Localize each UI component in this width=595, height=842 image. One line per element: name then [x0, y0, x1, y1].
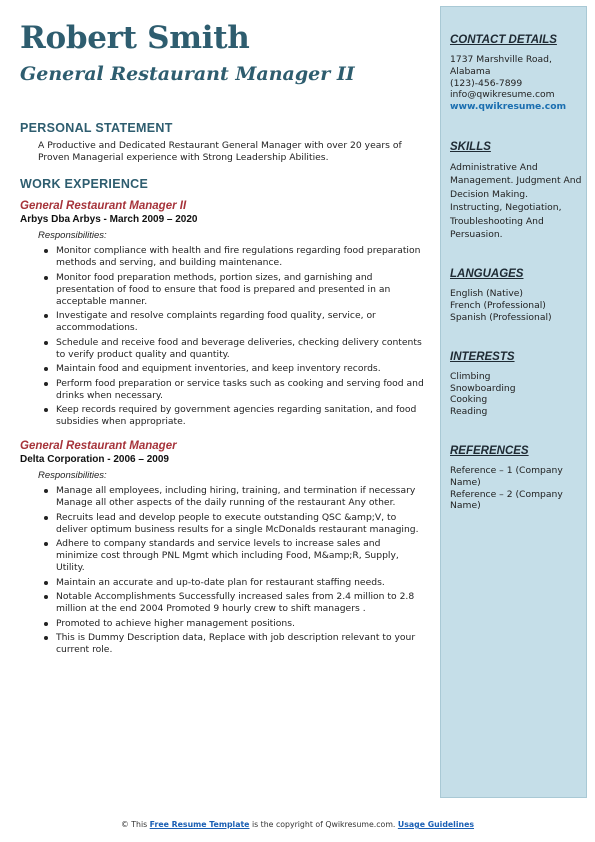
personal-statement-section: [20, 121, 425, 164]
job-title: General Restaurant Manager: [20, 440, 177, 452]
job-company: Delta Corporation - 2006 – 2009: [20, 454, 169, 465]
list-item: Manage all employees, including hiring, training, and termination if necessary Manage all other aspects of the daily running of the restaurant Any other.: [56, 485, 425, 509]
job-company: Arbys Dba Arbys - March 2009 – 2020: [20, 214, 198, 225]
address-line: Alabama: [450, 65, 491, 77]
responsibilities-list: [56, 485, 425, 656]
website-link[interactable]: www.qwikresume.com: [450, 101, 567, 113]
list-item: Perform food preparation or service tasks such as cooking and serving food and drinks when necessary.: [56, 377, 424, 401]
list-item: Promoted to achieve higher management positions.: [56, 618, 425, 630]
list-item: Investigate and resolve complaints regarding food quality, service, or accommodations.: [56, 310, 425, 334]
address-line: 1737 Marshville Road,: [450, 54, 552, 65]
references-section: [450, 444, 582, 512]
interest-item: Cooking: [450, 394, 488, 406]
list-item: Maintain food and equipment inventories, and keep inventory records.: [56, 363, 425, 375]
job-title: General Restaurant Manager II: [20, 200, 187, 212]
skills-section: [450, 140, 582, 241]
interests-title: INTERESTS: [450, 350, 515, 363]
list-item: Keep records required by government agencies regarding sanitation, and food subsidies when appropriate.: [56, 404, 425, 428]
job-entry: [20, 439, 425, 656]
list-item: Adhere to company standards and service levels to increase sales and minimize cost through PNL Mgmt which including Food, M&amp;R, Supply, Utility.: [56, 538, 425, 574]
languages-title: LANGUAGES: [450, 268, 524, 281]
responsibilities-list: [56, 245, 425, 428]
skills-text: Administrative And Management. Judgment And Decision Making. Instructing, Negotiation, Troubleshooting And Persuasion.: [450, 161, 582, 241]
main-column: [20, 18, 425, 659]
interest-item: Reading: [450, 406, 488, 418]
email-text: info@qwikresume.com: [450, 89, 555, 101]
reference-item: Reference – 1 (Company Name): [450, 465, 563, 488]
interest-item: Climbing: [450, 370, 491, 382]
responsibilities-label: Responsibilities:: [38, 470, 107, 481]
interests-section: [450, 350, 582, 418]
list-item: Notable Accomplishments Successfully increased sales from 2.4 million to 2.8 million at the end 2004 Promoted 9 hourly crew to shift managers .: [56, 591, 425, 615]
reference-item: Reference – 2 (Company Name): [450, 488, 563, 512]
footer-prefix: © This: [120, 820, 150, 829]
footer: [0, 820, 595, 829]
usage-guidelines-link[interactable]: Usage Guidelines: [397, 820, 475, 829]
list-item: Maintain an accurate and up-to-date plan for restaurant staffing needs.: [56, 577, 425, 589]
language-item: Spanish (Professional): [450, 312, 552, 324]
contact-section: [450, 33, 582, 113]
work-experience-title: WORK EXPERIENCE: [20, 177, 149, 191]
footer-copyright-text: is the copyright of Qwikresume.com.: [249, 820, 398, 829]
list-item: Monitor compliance with health and fire regulations regarding food preparation methods and serving, and building maintenance.: [56, 245, 425, 269]
list-item: Schedule and receive food and beverage deliveries, checking delivery contents to verify product quality and quantity.: [56, 337, 425, 361]
language-item: French (Professional): [450, 300, 546, 312]
candidate-role: General Restaurant Manager II: [20, 63, 355, 85]
references-title: REFERENCES: [450, 445, 529, 457]
list-item: Recruits lead and develop people to execute outstanding QSC &amp;V, to deliver optimum business results for a single McDonalds restaurant managing.: [56, 512, 425, 536]
personal-statement-title: PERSONAL STATEMENT: [20, 121, 173, 135]
interest-item: Snowboarding: [450, 382, 516, 394]
personal-statement-text: A Productive and Dedicated Restaurant General Manager with over 20 years of Proven Managerial experience with Strong Leadership Abilities.: [38, 140, 402, 163]
free-resume-template-link[interactable]: Free Resume Template: [149, 820, 250, 829]
responsibilities-label: Responsibilities:: [38, 230, 107, 241]
work-experience-section: [20, 177, 425, 656]
contact-title: CONTACT DETAILS: [450, 34, 557, 46]
list-item: This is Dummy Description data, Replace with job description relevant to your current role.: [56, 632, 425, 656]
skills-title: SKILLS: [450, 140, 491, 153]
candidate-name: Robert Smith: [20, 20, 250, 56]
list-item: Monitor food preparation methods, portion sizes, and garnishing and presentation of food to ensure that food is prepared and presented in an acceptable manner.: [56, 272, 425, 308]
sidebar-content: [450, 33, 582, 512]
language-item: English (Native): [450, 288, 524, 300]
phone-text: (123)-456-7899: [450, 77, 523, 89]
languages-section: [450, 267, 582, 323]
job-entry: [20, 199, 425, 428]
sidebar: [440, 6, 587, 798]
